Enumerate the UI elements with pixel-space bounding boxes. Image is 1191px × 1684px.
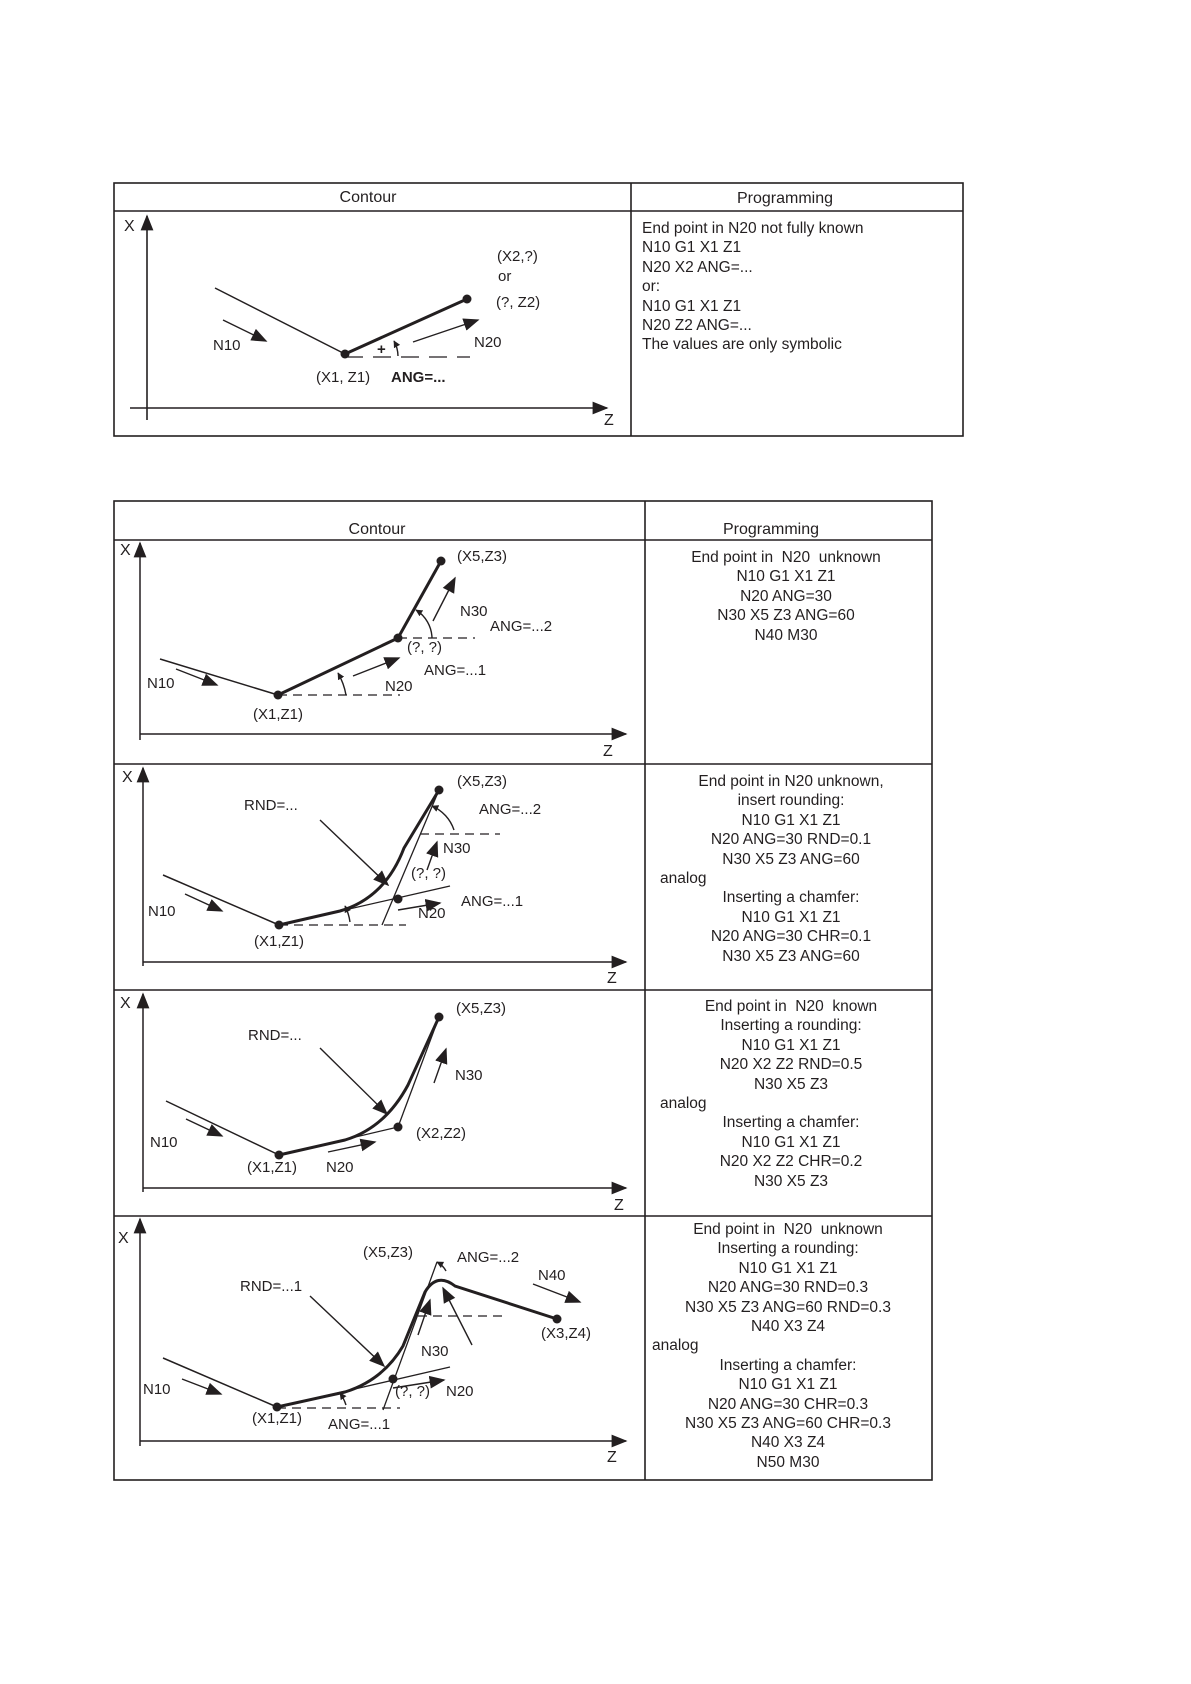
label-x5z3: (X5,Z3) xyxy=(457,773,508,790)
label-rnd1: RND=...1 xyxy=(240,1278,303,1295)
intersection-point-dot xyxy=(394,895,403,904)
prog-line: N20 ANG=30 RND=0.3 xyxy=(707,1279,869,1297)
label-x1z1: (X1,Z1) xyxy=(253,706,304,723)
label-ang1: ANG=...1 xyxy=(328,1416,391,1433)
label-rnd: RND=... xyxy=(248,1027,302,1044)
prog-line: End point in N20 known xyxy=(704,998,878,1015)
direction-arrow-n30 xyxy=(433,578,455,621)
prog-line: N30 X5 Z3 ANG=60 xyxy=(717,607,855,625)
contour-n10-line xyxy=(163,1358,277,1407)
label-x1z1: (X1,Z1) xyxy=(247,1159,298,1176)
table1-programming-text xyxy=(642,219,952,355)
angle-arc-2 xyxy=(432,806,454,830)
direction-arrow-n10 xyxy=(182,1379,221,1394)
label-n20: N20 xyxy=(326,1159,354,1176)
end-point-dot-x3z4 xyxy=(553,1315,562,1324)
label-n30: N30 xyxy=(443,840,471,857)
prog-line: N20 ANG=30 CHR=0.1 xyxy=(710,928,872,946)
x-axis-label: X xyxy=(118,1230,129,1247)
angle-arc-1 xyxy=(340,1393,346,1405)
label-n30: N30 xyxy=(460,603,488,620)
label-ang2: ANG=...2 xyxy=(457,1249,520,1266)
direction-arrow-n10 xyxy=(186,1119,222,1136)
angle-arc-2 xyxy=(437,1262,446,1271)
prog-line: insert rounding: xyxy=(737,792,845,810)
x-axis-label: X xyxy=(120,542,131,559)
corner-point-dot xyxy=(394,1123,403,1132)
direction-arrow-n10 xyxy=(185,894,222,911)
label-n20: N20 xyxy=(385,678,413,695)
label-n10: N10 xyxy=(213,337,241,354)
label-n20: N20 xyxy=(446,1383,474,1400)
label-n30: N30 xyxy=(421,1343,449,1360)
prog-line: The values are only symbolic xyxy=(642,336,842,354)
table1-contour-diagram xyxy=(124,216,614,429)
prog-line: N10 G1 X1 Z1 xyxy=(741,811,841,829)
table2-programming-header: Programming xyxy=(722,521,820,538)
label-n10: N10 xyxy=(148,903,176,920)
prog-line: N30 X5 Z3 ANG=60 xyxy=(722,947,860,965)
table2-row4-programming-text xyxy=(652,1220,924,1472)
z-axis-label: Z xyxy=(607,970,617,987)
prog-line: N40 X3 Z4 xyxy=(750,1434,826,1452)
prog-line: N10 G1 X1 Z1 xyxy=(736,568,836,586)
prog-line: N10 G1 X1 Z1 xyxy=(738,1259,838,1277)
label-n10: N10 xyxy=(143,1381,171,1398)
table2-row2-diagram xyxy=(122,768,626,987)
prog-line: analog xyxy=(660,870,707,888)
prog-line: Inserting a rounding: xyxy=(720,1017,862,1035)
end-point-dot xyxy=(435,786,444,795)
z-axis-label: Z xyxy=(603,743,613,760)
prog-line: N50 M30 xyxy=(756,1453,820,1471)
prog-line: N40 X3 Z4 xyxy=(750,1318,826,1336)
label-x3z4: (X3,Z4) xyxy=(541,1325,592,1342)
chamfer-line-n30 xyxy=(398,1017,439,1127)
label-ang2: ANG=...2 xyxy=(490,618,553,635)
label-rnd: RND=... xyxy=(244,797,298,814)
prog-line: N30 X5 Z3 ANG=60 RND=0.3 xyxy=(685,1298,891,1316)
chamfer-line-n20 xyxy=(279,1127,398,1155)
table2-row4-diagram xyxy=(118,1219,626,1466)
end-point-dot xyxy=(435,1013,444,1022)
rnd-pointer-arrow-1 xyxy=(310,1296,384,1366)
prog-line: N30 X5 Z3 xyxy=(753,1172,829,1190)
label-unknown-point: (?, ?) xyxy=(395,1383,431,1400)
label-unknown-point: (?, ?) xyxy=(411,865,447,882)
label-x5z3: (X5,Z3) xyxy=(456,1000,507,1017)
x-axis-label: X xyxy=(120,995,131,1012)
angle-arc-2 xyxy=(416,610,432,638)
angle-arc xyxy=(394,341,398,356)
angle-arc-1 xyxy=(338,673,346,695)
rnd-pointer-arrow xyxy=(320,820,388,885)
table2-row1-diagram xyxy=(120,542,626,760)
table2-row1-programming-text xyxy=(655,548,917,645)
contour-n10-line xyxy=(166,1101,279,1155)
label-n20: N20 xyxy=(474,334,502,351)
label-plus: + xyxy=(377,341,386,358)
label-n10: N10 xyxy=(150,1134,178,1151)
label-n40: N40 xyxy=(538,1267,566,1284)
prog-line: analog xyxy=(652,1337,699,1355)
prog-line: analog xyxy=(660,1095,707,1113)
label-n20: N20 xyxy=(418,905,446,922)
label-ang1: ANG=...1 xyxy=(461,893,524,910)
z-axis-label: Z xyxy=(614,1197,624,1214)
table2-row2-programming-text xyxy=(660,772,922,966)
end-point-dot xyxy=(437,557,446,566)
prog-line: N10 G1 X1 Z1 xyxy=(642,297,742,315)
prog-line: Inserting a chamfer: xyxy=(719,1356,857,1374)
contour-n20-line xyxy=(345,299,467,354)
prog-line: N20 X2 ANG=... xyxy=(642,258,753,276)
prog-line: End point in N20 unknown xyxy=(693,1221,883,1238)
prog-line: N20 ANG=30 xyxy=(740,587,832,605)
label-x2: (X2,?) xyxy=(497,248,538,265)
label-n10: N10 xyxy=(147,675,175,692)
table1-programming-header: Programming xyxy=(736,190,834,207)
prog-line: N30 X5 Z3 ANG=60 CHR=0.3 xyxy=(685,1415,891,1433)
table2-contour-header: Contour xyxy=(348,521,406,538)
direction-arrow-n20 xyxy=(413,320,478,342)
z-axis-label: Z xyxy=(604,412,614,429)
label-x1z1: (X1,Z1) xyxy=(254,933,305,950)
direction-arrow-n20 xyxy=(353,658,399,676)
prog-line: Inserting a rounding: xyxy=(717,1240,859,1258)
label-n30: N30 xyxy=(455,1067,483,1084)
contour-n10-line xyxy=(163,875,279,925)
label-ang2: ANG=...2 xyxy=(479,801,542,818)
z-axis-label: Z xyxy=(607,1449,617,1466)
prog-line: Inserting a chamfer: xyxy=(722,1114,860,1132)
direction-arrow-n30 xyxy=(434,1049,446,1083)
end-point-dot xyxy=(463,295,472,304)
rnd-pointer-arrow xyxy=(320,1048,387,1114)
prog-line: End point in N20 unknown xyxy=(691,549,881,566)
contour-n30-line xyxy=(398,561,441,638)
prog-line: N20 Z2 ANG=... xyxy=(642,317,752,335)
label-unknown-point: (?, ?) xyxy=(407,639,443,656)
label-ang1: ANG=...1 xyxy=(424,662,487,679)
prog-line: N30 X5 Z3 ANG=60 xyxy=(722,850,860,868)
prog-line: N20 ANG=30 CHR=0.3 xyxy=(707,1395,869,1413)
label-x2z2: (X2,Z2) xyxy=(416,1125,467,1142)
contour-n10-line xyxy=(160,659,278,695)
label-x5z3: (X5,Z3) xyxy=(363,1244,414,1261)
prog-line: N40 M30 xyxy=(754,626,818,644)
prog-line: N10 G1 X1 Z1 xyxy=(741,1036,841,1054)
label-x1z1: (X1,Z1) xyxy=(252,1410,303,1427)
prog-line: Inserting a chamfer: xyxy=(722,889,860,907)
label-z2: (?, Z2) xyxy=(496,294,541,311)
table2-row3-diagram xyxy=(120,994,626,1214)
x-axis-label: X xyxy=(124,218,135,235)
x-axis-label: X xyxy=(122,769,133,786)
prog-line: N10 G1 X1 Z1 xyxy=(738,1376,838,1394)
prog-line: End point in N20 unknown, xyxy=(698,773,884,790)
prog-line: N10 G1 X1 Z1 xyxy=(741,908,841,926)
contour-n20-line xyxy=(278,638,398,695)
table2-row3-programming-text xyxy=(660,997,922,1191)
direction-arrow-n10 xyxy=(176,669,217,685)
table1-contour-header: Contour xyxy=(339,189,397,206)
direction-arrow-n40 xyxy=(533,1284,580,1302)
prog-line: N10 G1 X1 Z1 xyxy=(741,1133,841,1151)
prog-line: N20 X2 Z2 RND=0.5 xyxy=(719,1056,863,1074)
prog-line: N10 G1 X1 Z1 xyxy=(642,239,742,257)
prog-line: N30 X5 Z3 xyxy=(753,1075,829,1093)
prog-line: or: xyxy=(642,278,661,296)
label-x5z3: (X5,Z3) xyxy=(457,548,508,565)
label-or: or xyxy=(498,268,512,285)
label-ang: ANG=... xyxy=(391,369,446,386)
prog-line: End point in N20 not fully known xyxy=(642,220,864,237)
prog-line: N20 ANG=30 RND=0.1 xyxy=(710,831,872,849)
prog-line: N20 X2 Z2 CHR=0.2 xyxy=(719,1153,863,1171)
label-x1z1: (X1, Z1) xyxy=(316,369,371,386)
